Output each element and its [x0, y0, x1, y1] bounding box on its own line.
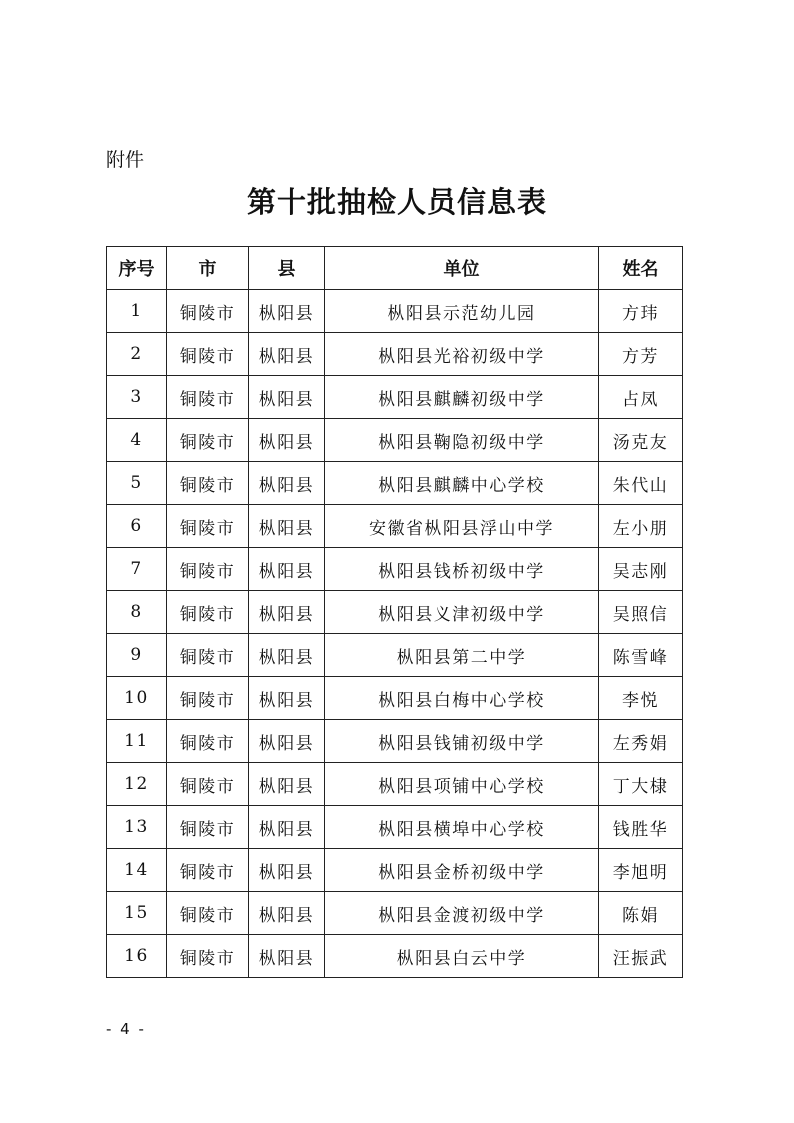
cell-city: 铜陵市	[167, 935, 249, 978]
cell-name: 汤克友	[599, 419, 683, 462]
table-row	[107, 591, 683, 634]
cell-city: 铜陵市	[167, 634, 249, 677]
cell-city: 铜陵市	[167, 806, 249, 849]
cell-name: 占凤	[599, 376, 683, 419]
cell-county: 枞阳县	[249, 505, 325, 548]
cell-unit: 枞阳县横埠中心学校	[325, 806, 599, 849]
cell-county: 枞阳县	[249, 591, 325, 634]
cell-index: 1	[107, 290, 167, 333]
attachment-label: 附件	[106, 149, 145, 171]
table-row	[107, 763, 683, 806]
table-row	[107, 462, 683, 505]
cell-unit: 枞阳县钱桥初级中学	[325, 548, 599, 591]
cell-unit: 枞阳县第二中学	[325, 634, 599, 677]
cell-name: 左小朋	[599, 505, 683, 548]
cell-county: 枞阳县	[249, 720, 325, 763]
cell-index: 6	[107, 505, 167, 548]
cell-county: 枞阳县	[249, 892, 325, 935]
table-body	[107, 290, 683, 978]
cell-county: 枞阳县	[249, 763, 325, 806]
cell-unit: 枞阳县麒麟初级中学	[325, 376, 599, 419]
cell-index: 15	[107, 892, 167, 935]
cell-county: 枞阳县	[249, 935, 325, 978]
table-row	[107, 548, 683, 591]
cell-name: 吴照信	[599, 591, 683, 634]
cell-unit: 枞阳县光裕初级中学	[325, 333, 599, 376]
cell-name: 陈雪峰	[599, 634, 683, 677]
cell-unit: 安徽省枞阳县浮山中学	[325, 505, 599, 548]
cell-city: 铜陵市	[167, 548, 249, 591]
table-row	[107, 849, 683, 892]
cell-name: 朱代山	[599, 462, 683, 505]
cell-county: 枞阳县	[249, 548, 325, 591]
cell-unit: 枞阳县鞠隐初级中学	[325, 419, 599, 462]
cell-city: 铜陵市	[167, 419, 249, 462]
cell-index: 10	[107, 677, 167, 720]
cell-county: 枞阳县	[249, 806, 325, 849]
cell-index: 11	[107, 720, 167, 763]
document-title: 第十批抽检人员信息表	[246, 185, 547, 219]
table-row	[107, 376, 683, 419]
cell-name: 方玮	[599, 290, 683, 333]
table-row	[107, 806, 683, 849]
cell-unit: 枞阳县金桥初级中学	[325, 849, 599, 892]
cell-city: 铜陵市	[167, 892, 249, 935]
table-row	[107, 935, 683, 978]
cell-city: 铜陵市	[167, 290, 249, 333]
cell-index: 9	[107, 634, 167, 677]
cell-city: 铜陵市	[167, 720, 249, 763]
cell-index: 12	[107, 763, 167, 806]
cell-index: 5	[107, 462, 167, 505]
cell-city: 铜陵市	[167, 462, 249, 505]
cell-name: 丁大棣	[599, 763, 683, 806]
cell-county: 枞阳县	[249, 376, 325, 419]
cell-index: 13	[107, 806, 167, 849]
cell-city: 铜陵市	[167, 677, 249, 720]
table-row	[107, 720, 683, 763]
cell-city: 铜陵市	[167, 763, 249, 806]
cell-city: 铜陵市	[167, 333, 249, 376]
column-header-index: 序号	[107, 247, 167, 290]
cell-city: 铜陵市	[167, 376, 249, 419]
column-header-city: 市	[167, 247, 249, 290]
table-row	[107, 892, 683, 935]
cell-name: 李旭明	[599, 849, 683, 892]
cell-index: 14	[107, 849, 167, 892]
cell-name: 方芳	[599, 333, 683, 376]
cell-county: 枞阳县	[249, 634, 325, 677]
cell-index: 4	[107, 419, 167, 462]
table-header	[107, 247, 683, 290]
cell-index: 3	[107, 376, 167, 419]
cell-city: 铜陵市	[167, 591, 249, 634]
page-number: - 4 -	[106, 1020, 146, 1038]
column-header-county: 县	[249, 247, 325, 290]
cell-unit: 枞阳县白梅中心学校	[325, 677, 599, 720]
cell-unit: 枞阳县项铺中心学校	[325, 763, 599, 806]
cell-county: 枞阳县	[249, 849, 325, 892]
cell-unit: 枞阳县白云中学	[325, 935, 599, 978]
cell-name: 吴志刚	[599, 548, 683, 591]
table-row	[107, 677, 683, 720]
cell-name: 陈娟	[599, 892, 683, 935]
table-row	[107, 419, 683, 462]
cell-index: 8	[107, 591, 167, 634]
cell-unit: 枞阳县麒麟中心学校	[325, 462, 599, 505]
cell-name: 左秀娟	[599, 720, 683, 763]
cell-index: 16	[107, 935, 167, 978]
cell-city: 铜陵市	[167, 849, 249, 892]
cell-index: 7	[107, 548, 167, 591]
cell-name: 汪振武	[599, 935, 683, 978]
cell-county: 枞阳县	[249, 677, 325, 720]
table-row	[107, 290, 683, 333]
table-row	[107, 505, 683, 548]
column-header-name: 姓名	[599, 247, 683, 290]
header-row	[107, 247, 683, 290]
personnel-info-table	[106, 246, 683, 978]
cell-name: 李悦	[599, 677, 683, 720]
table-row	[107, 333, 683, 376]
cell-unit: 枞阳县金渡初级中学	[325, 892, 599, 935]
cell-unit: 枞阳县钱铺初级中学	[325, 720, 599, 763]
cell-county: 枞阳县	[249, 462, 325, 505]
column-header-unit: 单位	[325, 247, 599, 290]
cell-county: 枞阳县	[249, 333, 325, 376]
cell-index: 2	[107, 333, 167, 376]
cell-county: 枞阳县	[249, 290, 325, 333]
cell-unit: 枞阳县义津初级中学	[325, 591, 599, 634]
cell-county: 枞阳县	[249, 419, 325, 462]
cell-city: 铜陵市	[167, 505, 249, 548]
cell-unit: 枞阳县示范幼儿园	[325, 290, 599, 333]
cell-name: 钱胜华	[599, 806, 683, 849]
table-row	[107, 634, 683, 677]
